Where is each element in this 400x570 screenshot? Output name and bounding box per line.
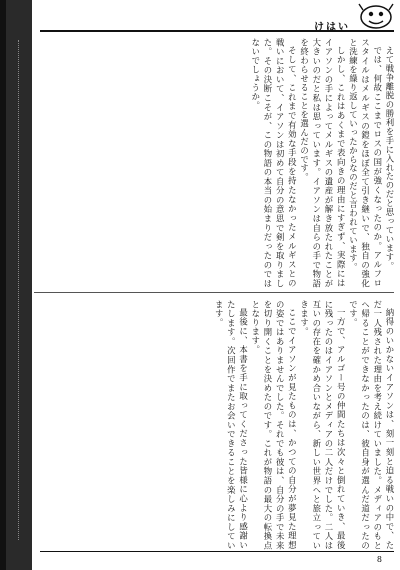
paragraph: 最後に、本書を手に取ってくださった皆様に心より感謝いたします。次回作でまたお会いできることを楽しみにしています。 — [214, 300, 249, 550]
mascot-icon — [355, 2, 397, 30]
header-title: けはい — [314, 22, 350, 33]
scan-shadow-texture — [18, 40, 29, 540]
paragraph: 納得のいかないイアソンは、刻一刻と迫る戦いの中で、ただ一人残された理由を考え続けていました。メディアのもとへ帰ることができなかったのは、彼自身が選んだ道だったのです。 — [348, 300, 395, 550]
paragraph: そして、これまで有効な手段を持たなかったメルギスとの戦いにおいて、イアソンは初めて自分の意思で剣を取りました。その決断こそが、この物語の本当の始まりだったのではないでしょうか。 — [250, 38, 298, 288]
footer-rule — [40, 551, 394, 552]
paragraph: 一方で、アルゴー号の仲間たちは次々と倒れていき、最後に残ったのはイアソンとメディアの二人だけでした。二人は互いの存在を確かめ合いながら、新しい世界へと旅立っていきます。 — [299, 300, 347, 550]
paragraph: では、何故ここまでロスの国が強くなったのか。アルフロスタイルはメルギスの鎧をほぼ全て引き継いで、独自の強化と洗練を繰り返していったからなのだと言われています。 — [348, 38, 383, 288]
page-number: 8 — [376, 555, 382, 564]
upper-text-block — [34, 38, 396, 288]
section-divider — [34, 292, 394, 293]
scan-shadow-strip — [6, 0, 32, 570]
paragraph: えて戦争離脱の勝利を手に入れたのだと思っています。 — [385, 46, 395, 272]
lower-text-block — [34, 300, 396, 550]
header-rule — [40, 30, 394, 32]
paragraph: しかし、これはあくまで表向きの理由にすぎず、実際にはイアソンの手によってメルギスの遺産が解き放たれたことが大きいのだと私は思っています。イアソンは自らの手で物語を終わらせることを選んだのです。 — [299, 38, 347, 288]
paragraph: ここでイアソンが見たものは、かつての自分が夢見た理想の姿ではありませんでした。それでも彼は、自分の手で未来を切り開くことを決めたのです。これが物語の最大の転換点となります。 — [250, 300, 298, 550]
